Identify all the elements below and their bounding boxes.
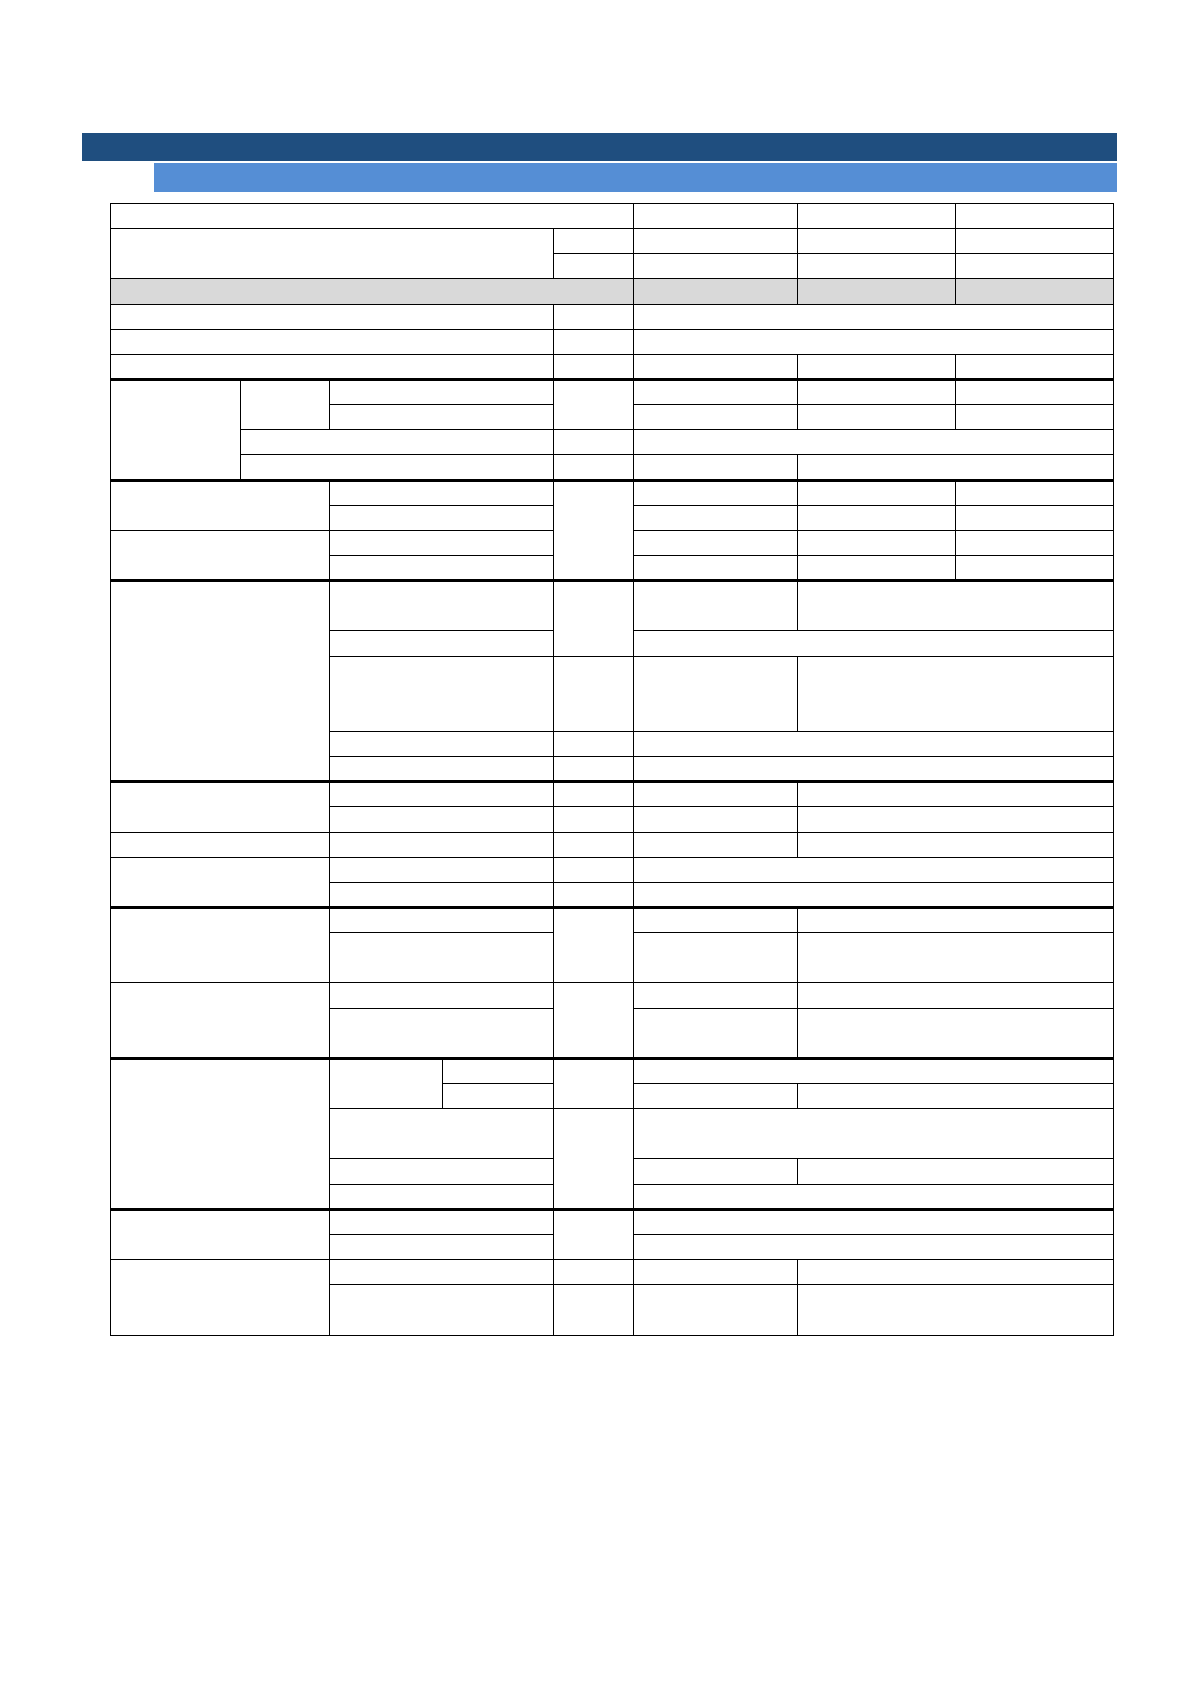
table-cell [330, 480, 554, 505]
table-cell [443, 1084, 554, 1109]
table-cell [554, 656, 634, 731]
table-cell [330, 907, 554, 932]
table-row [111, 1209, 1114, 1234]
table-cell [956, 254, 1114, 279]
table-row [111, 279, 1114, 304]
table-cell [241, 379, 330, 429]
table-cell [554, 480, 634, 581]
specification-table [110, 203, 1114, 1336]
table-cell [956, 480, 1114, 505]
table-cell [798, 204, 956, 229]
table-cell [330, 1209, 554, 1234]
table-cell [111, 907, 330, 982]
table-cell [330, 1285, 554, 1336]
table-row [111, 857, 1114, 882]
table-cell [798, 581, 1114, 631]
table-cell [798, 555, 956, 580]
table-cell [241, 455, 554, 480]
table-cell [798, 254, 956, 279]
table-cell [111, 1058, 330, 1209]
table-row [111, 329, 1114, 354]
table-cell [634, 530, 798, 555]
table-row [111, 581, 1114, 631]
table-cell [554, 1285, 634, 1336]
table-cell [634, 807, 798, 832]
table-cell [634, 857, 1114, 882]
table-cell [111, 983, 330, 1058]
table-cell [956, 555, 1114, 580]
table-cell [330, 555, 554, 580]
table-row [111, 1058, 1114, 1083]
table-cell [798, 983, 1114, 1008]
table-cell [554, 1209, 634, 1259]
table-cell [634, 656, 798, 731]
table-cell [634, 1260, 798, 1285]
section-header-bar [82, 133, 1117, 161]
table-cell [798, 907, 1114, 932]
table-cell [554, 907, 634, 982]
section-subheader-bar [154, 163, 1117, 192]
table-cell [111, 329, 554, 354]
table-row [111, 1260, 1114, 1285]
table-cell [956, 354, 1114, 379]
table-row [111, 782, 1114, 807]
table-cell [554, 807, 634, 832]
table-cell [330, 1234, 554, 1259]
table-cell [111, 1209, 330, 1259]
table-cell [554, 983, 634, 1058]
table-cell [330, 732, 554, 757]
table-cell [634, 1184, 1114, 1209]
table-cell [956, 379, 1114, 404]
table-cell [956, 229, 1114, 254]
table-cell [330, 757, 554, 782]
table-cell [330, 631, 554, 656]
table-cell [330, 1260, 554, 1285]
table-cell [798, 480, 956, 505]
table-cell [798, 379, 956, 404]
table-cell [330, 1184, 554, 1209]
table-row [111, 430, 1114, 455]
table-row [111, 204, 1114, 229]
table-cell [554, 1058, 634, 1108]
table-cell [798, 405, 956, 430]
table-cell [634, 832, 798, 857]
table-cell [554, 430, 634, 455]
table-cell [634, 1084, 798, 1109]
table-cell [798, 807, 1114, 832]
table-cell [111, 832, 330, 857]
table-cell [111, 354, 554, 379]
table-cell [956, 405, 1114, 430]
table-cell [634, 405, 798, 430]
table-cell [634, 204, 798, 229]
table-cell [634, 1285, 798, 1336]
table-cell [330, 379, 554, 404]
table-cell [330, 530, 554, 555]
table-cell [798, 1084, 1114, 1109]
table-cell [554, 581, 634, 656]
table-row [111, 379, 1114, 404]
table-cell [554, 757, 634, 782]
table-cell [798, 1008, 1114, 1058]
table-cell [634, 1058, 1114, 1083]
table-cell [798, 505, 956, 530]
table-cell [634, 555, 798, 580]
table-cell [330, 882, 554, 907]
table-cell [634, 304, 1114, 329]
table-cell [634, 505, 798, 530]
table-cell [956, 505, 1114, 530]
table-cell [798, 455, 1114, 480]
table-cell [111, 379, 241, 480]
table-cell [554, 832, 634, 857]
table-cell [798, 354, 956, 379]
table-cell [798, 279, 956, 304]
table-cell [798, 933, 1114, 983]
table-cell [798, 229, 956, 254]
table-cell [330, 405, 554, 430]
table-cell [111, 1260, 330, 1336]
table-cell [443, 1058, 554, 1083]
table-cell [554, 379, 634, 429]
table-cell [634, 279, 798, 304]
table-cell [634, 430, 1114, 455]
table-cell [634, 229, 798, 254]
table-cell [111, 304, 554, 329]
table-row [111, 832, 1114, 857]
table-cell [554, 857, 634, 882]
table-cell [111, 530, 330, 580]
table-cell [634, 631, 1114, 656]
table-cell [634, 379, 798, 404]
table-cell [634, 983, 798, 1008]
table-cell [634, 907, 798, 932]
table-cell [330, 933, 554, 983]
table-cell [330, 1008, 554, 1058]
table-cell [554, 782, 634, 807]
table-cell [330, 1159, 554, 1184]
table-cell [554, 455, 634, 480]
table-cell [634, 882, 1114, 907]
table-cell [241, 430, 554, 455]
table-row [111, 907, 1114, 932]
table-row [111, 455, 1114, 480]
table-cell [634, 732, 1114, 757]
table-cell [330, 505, 554, 530]
table-cell [330, 832, 554, 857]
table-cell [798, 1260, 1114, 1285]
table-cell [634, 1159, 798, 1184]
table-cell [330, 656, 554, 731]
table-cell [798, 530, 956, 555]
table-cell [554, 732, 634, 757]
table-cell [111, 782, 330, 832]
table-cell [330, 782, 554, 807]
table-cell [634, 581, 798, 631]
table-cell [634, 1109, 1114, 1159]
table-cell [554, 354, 634, 379]
table-cell [956, 530, 1114, 555]
table-cell [798, 656, 1114, 731]
table-cell [956, 204, 1114, 229]
table-cell [634, 1209, 1114, 1234]
table-cell [330, 807, 554, 832]
table-cell [330, 857, 554, 882]
table-cell [634, 354, 798, 379]
table-cell [634, 782, 798, 807]
table-cell [554, 254, 634, 279]
table-cell [330, 1109, 554, 1159]
table-cell [634, 254, 798, 279]
table-cell [554, 229, 634, 254]
table-cell [798, 1159, 1114, 1184]
table-cell [956, 279, 1114, 304]
table-cell [554, 1109, 634, 1210]
table-row [111, 229, 1114, 254]
table-cell [634, 480, 798, 505]
table-cell [634, 1008, 798, 1058]
table-row [111, 983, 1114, 1008]
table-cell [554, 1260, 634, 1285]
table-cell [330, 983, 554, 1008]
table-cell [554, 329, 634, 354]
table-cell [111, 581, 330, 782]
table-cell [554, 882, 634, 907]
table-cell [111, 204, 634, 229]
table-cell [634, 1234, 1114, 1259]
table-cell [111, 857, 330, 907]
table-cell [111, 279, 634, 304]
table-cell [111, 480, 330, 530]
table-cell [798, 1285, 1114, 1336]
table-cell [111, 229, 554, 279]
table-row [111, 480, 1114, 505]
table-cell [554, 304, 634, 329]
table-cell [798, 782, 1114, 807]
table-cell [634, 757, 1114, 782]
table-cell [634, 933, 798, 983]
table-cell [330, 581, 554, 631]
table-row [111, 304, 1114, 329]
table-cell [798, 832, 1114, 857]
table-row [111, 354, 1114, 379]
table-cell [330, 1058, 443, 1108]
table-cell [634, 455, 798, 480]
table-cell [634, 329, 1114, 354]
